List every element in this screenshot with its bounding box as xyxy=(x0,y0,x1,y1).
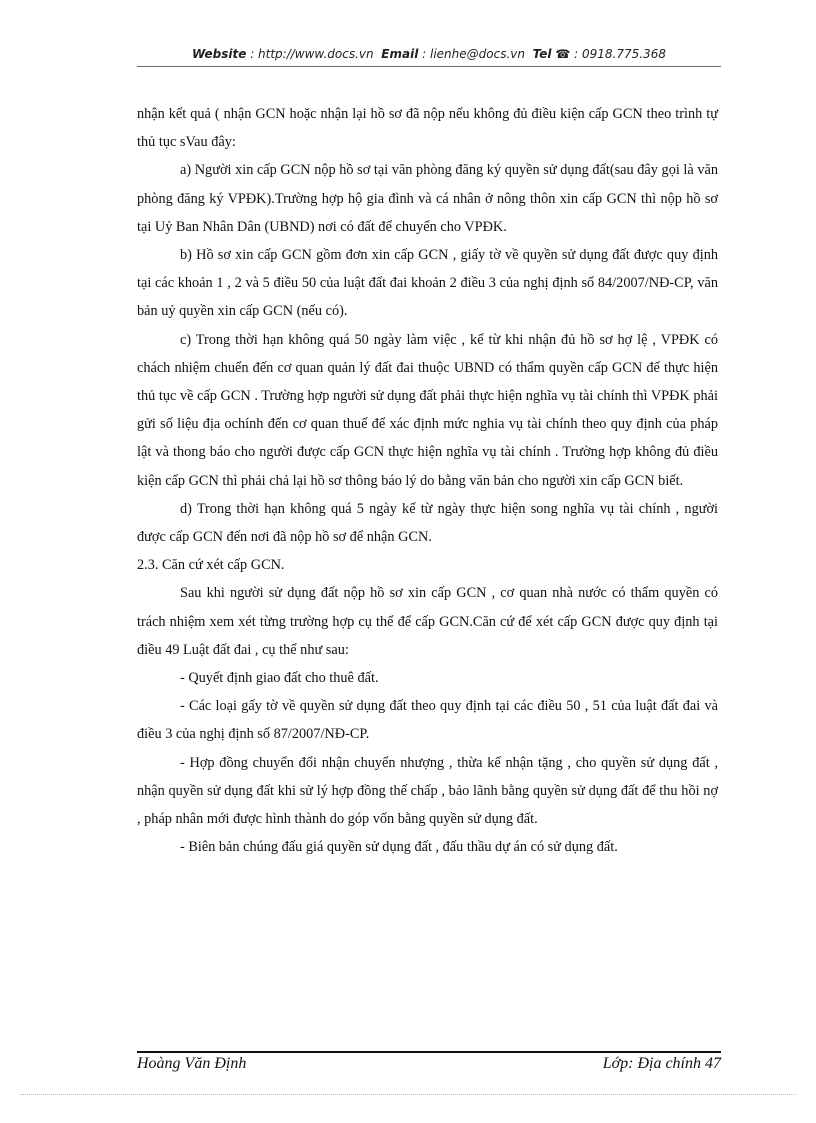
footer-author: Hoàng Văn Định xyxy=(137,1055,247,1072)
phone-icon: ☎ xyxy=(555,47,571,61)
header-divider xyxy=(137,66,721,67)
paragraph-intro: Sau khi người sử dụng đất nộp hồ sơ xin cấp GCN , cơ quan nhà nước có thẩm quyền có trách nhiệm xem xét từng trường hợp cụ thể để cấp GCN.Căn cứ để xét cấp GCN được quy định tại điều 49 Luật đất đai , cụ thể như sau: xyxy=(137,585,718,658)
email-label: Email xyxy=(381,47,419,61)
website-value: : http://www.docs.vn xyxy=(250,47,374,61)
section-heading: 2.3. Căn cứ xét cấp GCN. xyxy=(137,557,285,574)
paragraph-b: b) Hồ sơ xin cấp GCN gồm đơn xin cấp GCN , giấy tờ về quyền sử dụng đất được quy định tại các khoản 1 , 2 và 5 điều 50 của luật đất đai khoản 2 điều 3 của nghị định số 84/2007/NĐ-CP, văn bản uỷ quyền xin cấp GCN (nếu có). xyxy=(137,247,718,320)
list-item: - Hợp đồng chuyển đổi nhận chuyển nhượng , thừa kế nhận tặng , cho quyền sử dụng đất , nhận quyền sử dụng đất khi sử lý hợp đồng thế chấp , bảo lãnh bằng quyền sử dụng đất để thu hồi nợ , pháp nhân mới được hình thành do góp vốn bằng quyền sử dụng đất. xyxy=(137,754,718,828)
page-header xyxy=(137,47,721,61)
email-value: : lienhe@docs.vn xyxy=(422,47,525,61)
list-item: - Biên bản chúng đấu giá quyền sử dụng đất , đấu thầu dự án có sử dụng đất. xyxy=(180,839,618,856)
body-content xyxy=(137,100,718,861)
list-item: - Các loại gấy tờ về quyền sử dụng đất theo quy định tại các điều 50 , 51 của luật đất đai và điều 3 của nghị định số 87/2007/NĐ-CP. xyxy=(137,698,718,743)
paragraph-a: a) Người xin cấp GCN nộp hồ sơ tại văn phòng đăng ký quyền sử dụng đất(sau đây gọi là văn phòng đăng ký VPĐK).Trường hợp hộ gia đình và cá nhân ở nông thôn xin cấp GCN thì nộp hồ sơ tại Uỷ Ban Nhân Dân (UBND) nơi có đất để chuyển cho VPĐK. xyxy=(137,162,718,235)
paragraph: nhận kết quả ( nhận GCN hoặc nhận lại hồ sơ đã nộp nếu không đủ điều kiện cấp GCN theo trình tự thủ tục sVau đây: xyxy=(137,106,718,151)
paragraph-c: c) Trong thời hạn không quá 50 ngày làm việc , kể từ khi nhận đủ hồ sơ hợ lệ , VPĐK có chách nhiệm chuển đến cơ quan quản lý đất đai thuộc UBND có thẩm quyền cấp GCN để thực hiện thủ tục về cấp GCN . Trường hợp người sử dụng đất phải thực hiện nghĩa vụ tài chính thì VPĐK phải gửi số liệu địa ochính đến cơ quan thuế để xác định mức nghia vụ tài chính theo quy định của pháp lật và thong báo cho người được cấp GCN thực hiện nghĩa vụ tài chính . Trường hợp không đủ điều kiện cấp GCN thì phải chả lại hồ sơ thông báo lý do bằng văn bản cho người xin cấp GCN biết. xyxy=(137,331,718,489)
page-footer xyxy=(137,1055,721,1073)
footer-divider xyxy=(137,1051,721,1053)
website-label: Website xyxy=(192,47,247,61)
tel-value: : 0918.775.368 xyxy=(574,47,666,61)
tel-label: Tel xyxy=(532,47,552,61)
footer-class: Lớp: Địa chính 47 xyxy=(602,1055,721,1072)
list-item: - Quyết định giao đất cho thuê đất. xyxy=(180,670,379,687)
page-bottom-border xyxy=(20,1094,796,1095)
paragraph-d: d) Trong thời hạn không quá 5 ngày kể từ ngày thực hiện song nghĩa vụ tài chính , người được cấp GCN đến nơi đã nộp hồ sơ để nhận GCN. xyxy=(137,500,718,546)
